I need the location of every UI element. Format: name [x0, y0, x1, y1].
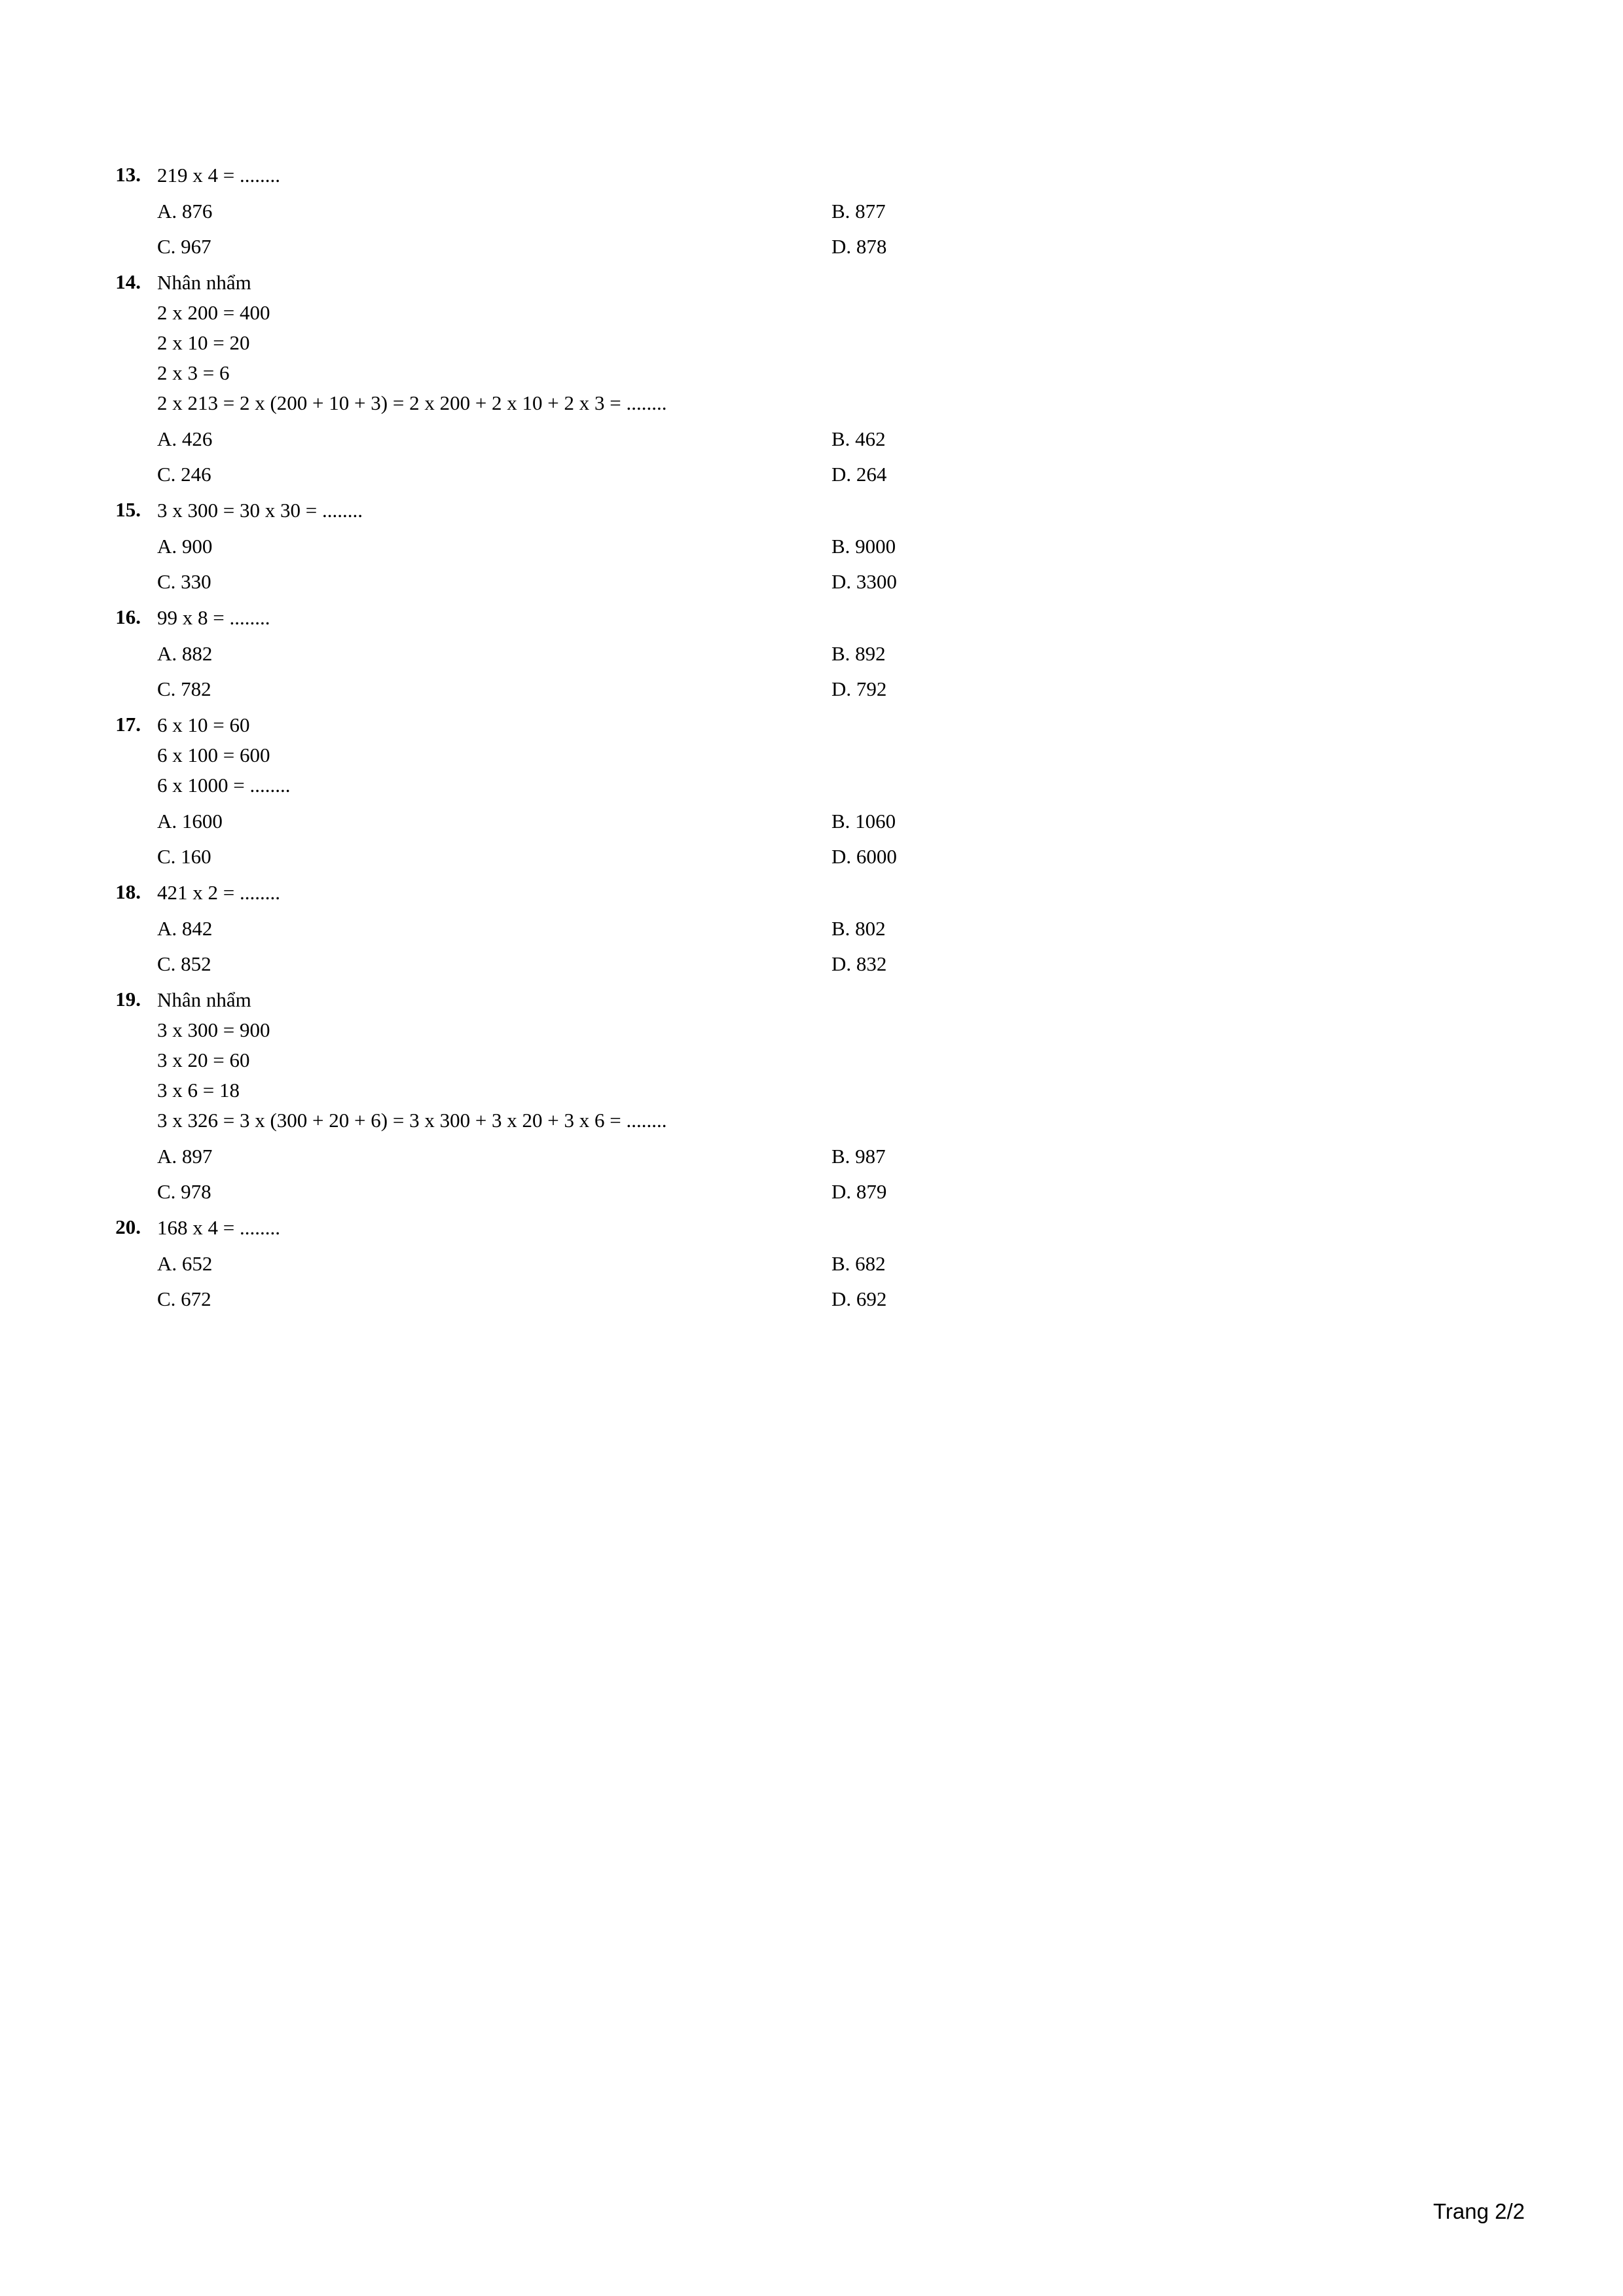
question-stem-line: Nhân nhẩm: [157, 271, 251, 294]
question-stem-line: 3 x 300 = 30 x 30 = ........: [157, 499, 363, 522]
question-stem-line: 3 x 6 = 18: [157, 1079, 240, 1102]
question-number: 20.: [115, 1215, 141, 1238]
question-number: 14.: [115, 270, 141, 293]
option-row: [157, 567, 1522, 596]
option-c[interactable]: C. 160: [157, 845, 211, 868]
question-stem-line: 2 x 10 = 20: [157, 331, 250, 354]
option-b[interactable]: B. 462: [831, 427, 886, 450]
question-stem-line: 2 x 213 = 2 x (200 + 10 + 3) = 2 x 200 + 2 x 10 + 2 x 3 = ........: [157, 391, 667, 414]
option-d[interactable]: D. 6000: [831, 845, 897, 868]
question-stem-line: 219 x 4 = ........: [157, 164, 280, 187]
option-row: [157, 232, 1522, 261]
option-a[interactable]: A. 842: [157, 917, 213, 940]
answer-options: [157, 532, 1522, 596]
option-row: [157, 639, 1522, 668]
option-a[interactable]: A. 426: [157, 427, 213, 450]
option-row: [157, 425, 1522, 454]
option-c[interactable]: C. 967: [157, 235, 211, 258]
question-stem-line: 6 x 10 = 60: [157, 713, 250, 736]
question-item: [95, 268, 1522, 489]
question-item: [95, 878, 1522, 978]
question-stem-line: 6 x 100 = 600: [157, 744, 270, 766]
question-item: [95, 710, 1522, 871]
question-stem-line: 2 x 200 = 400: [157, 301, 270, 324]
page-footer: Trang 2/2: [1432, 2199, 1525, 2223]
question-stem-line: 3 x 20 = 60: [157, 1049, 250, 1071]
option-c[interactable]: C. 672: [157, 1287, 211, 1310]
question-number: 15.: [115, 498, 141, 521]
option-row: [157, 197, 1522, 226]
question-body: [157, 985, 1522, 1206]
question-body: [157, 160, 1522, 261]
option-row: [157, 460, 1522, 489]
question-number: 16.: [115, 605, 141, 628]
option-b[interactable]: B. 9000: [831, 535, 896, 558]
option-d[interactable]: D. 832: [831, 952, 887, 975]
question-stem-line: 99 x 8 = ........: [157, 606, 270, 629]
option-row: [157, 914, 1522, 943]
option-c[interactable]: C. 852: [157, 952, 211, 975]
answer-options: [157, 1249, 1522, 1314]
answer-options: [157, 914, 1522, 978]
option-row: [157, 950, 1522, 978]
option-c[interactable]: C. 330: [157, 570, 211, 593]
answer-options: [157, 1142, 1522, 1206]
answer-options: [157, 425, 1522, 489]
option-b[interactable]: B. 892: [831, 642, 886, 665]
question-body: [157, 603, 1522, 704]
option-row: [157, 1249, 1522, 1278]
option-d[interactable]: D. 878: [831, 235, 887, 258]
option-a[interactable]: A. 876: [157, 200, 213, 223]
question-number: 19.: [115, 988, 141, 1011]
question-body: [157, 268, 1522, 489]
option-d[interactable]: D. 792: [831, 677, 887, 700]
question-number: 17.: [115, 713, 141, 736]
option-a[interactable]: A. 652: [157, 1252, 213, 1275]
answer-options: [157, 197, 1522, 261]
question-number: 18.: [115, 880, 141, 903]
option-b[interactable]: B. 1060: [831, 810, 896, 833]
option-b[interactable]: B. 987: [831, 1145, 886, 1168]
option-row: [157, 1285, 1522, 1314]
question-stem-line: Nhân nhẩm: [157, 988, 251, 1011]
question-item: [95, 985, 1522, 1206]
question-stem-line: 3 x 300 = 900: [157, 1018, 270, 1041]
question-number: 13.: [115, 163, 141, 186]
question-item: [95, 603, 1522, 704]
option-row: [157, 807, 1522, 836]
question-list: [95, 160, 1522, 1320]
question-body: [157, 495, 1522, 596]
question-body: [157, 1213, 1522, 1314]
option-a[interactable]: A. 900: [157, 535, 213, 558]
option-row: [157, 675, 1522, 704]
question-stem-line: 168 x 4 = ........: [157, 1216, 280, 1239]
option-b[interactable]: B. 877: [831, 200, 886, 223]
option-row: [157, 532, 1522, 561]
option-d[interactable]: D. 879: [831, 1180, 887, 1203]
option-d[interactable]: D. 692: [831, 1287, 887, 1310]
question-stem-line: 6 x 1000 = ........: [157, 774, 291, 797]
question-body: [157, 710, 1522, 871]
option-c[interactable]: C. 246: [157, 463, 211, 486]
question-item: [95, 160, 1522, 261]
option-c[interactable]: C. 782: [157, 677, 211, 700]
answer-options: [157, 807, 1522, 871]
question-stem-line: 421 x 2 = ........: [157, 881, 280, 904]
option-row: [157, 1142, 1522, 1171]
option-a[interactable]: A. 897: [157, 1145, 213, 1168]
option-d[interactable]: D. 264: [831, 463, 887, 486]
answer-options: [157, 639, 1522, 704]
question-body: [157, 878, 1522, 978]
option-d[interactable]: D. 3300: [831, 570, 897, 593]
option-a[interactable]: A. 882: [157, 642, 213, 665]
option-c[interactable]: C. 978: [157, 1180, 211, 1203]
question-item: [95, 495, 1522, 596]
option-a[interactable]: A. 1600: [157, 810, 223, 833]
question-stem-line: 2 x 3 = 6: [157, 361, 230, 384]
question-stem-line: 3 x 326 = 3 x (300 + 20 + 6) = 3 x 300 + 3 x 20 + 3 x 6 = ........: [157, 1109, 667, 1132]
option-row: [157, 842, 1522, 871]
option-row: [157, 1177, 1522, 1206]
question-item: [95, 1213, 1522, 1314]
option-b[interactable]: B. 682: [831, 1252, 886, 1275]
option-b[interactable]: B. 802: [831, 917, 886, 940]
